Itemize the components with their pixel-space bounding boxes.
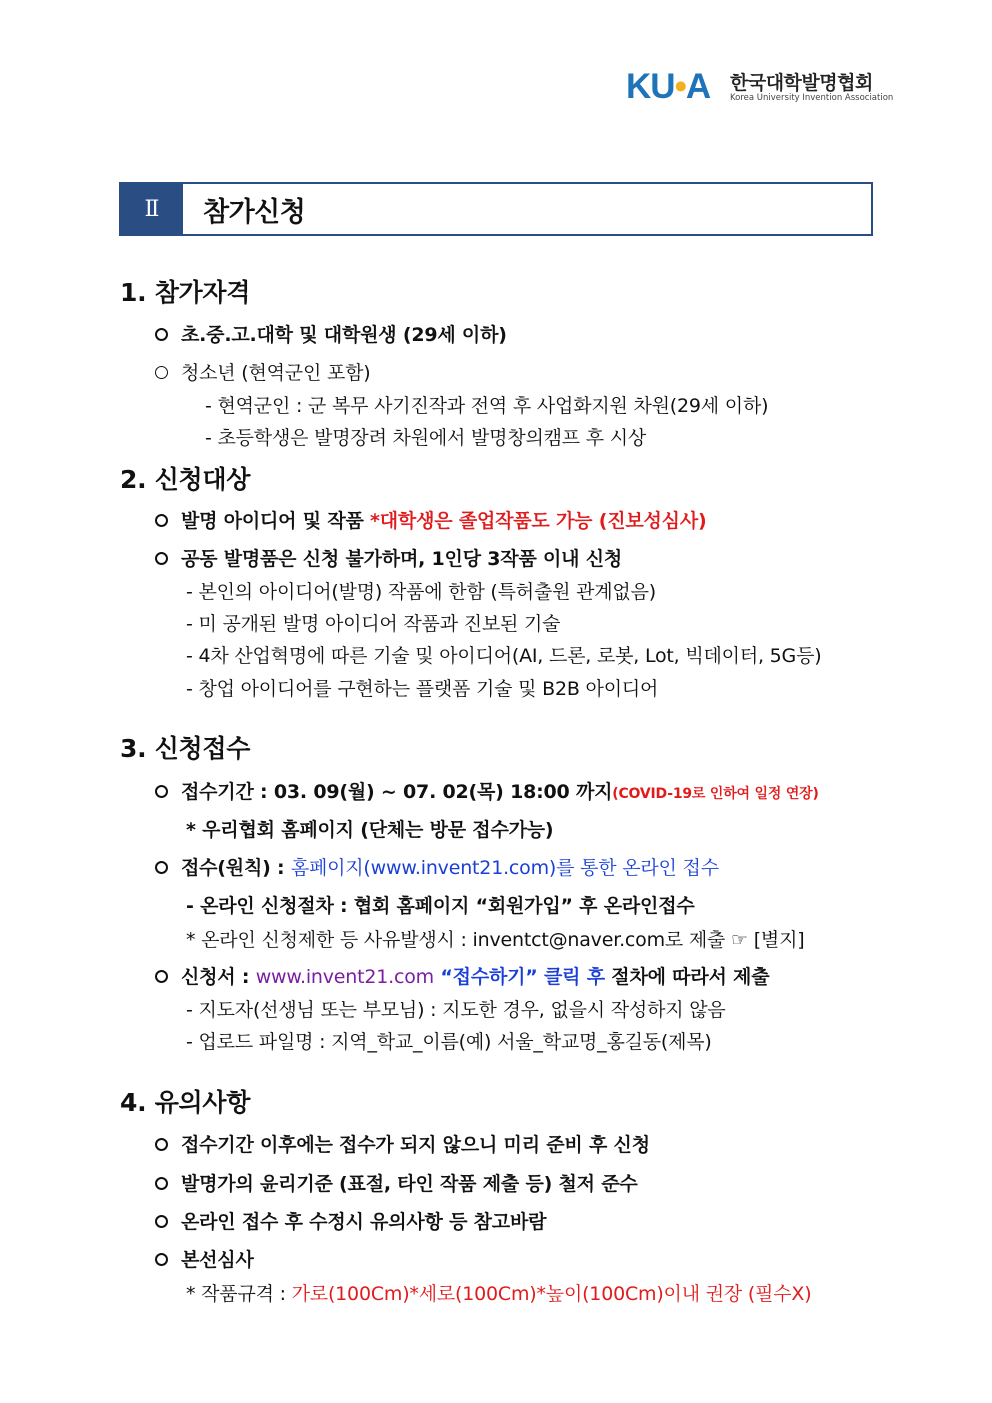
list-item: 본선심사	[155, 1245, 254, 1272]
list-item: 신청서 : www.invent21.com “접수하기” 클릭 후 절차에 따라서 제출	[155, 962, 769, 989]
size-spec: 가로(100Cm)*세로(100Cm)*높이(100Cm)이내 권장 (필수X)	[291, 1283, 812, 1305]
circle-bullet-icon	[155, 1215, 168, 1228]
circle-bullet-icon	[155, 328, 168, 341]
list-item: 발명가의 윤리기준 (표절, 타인 작품 제출 등) 철저 준수	[155, 1169, 638, 1196]
sub-item: - 초등학생은 발명장려 차원에서 발명창의캠프 후 시상	[205, 427, 647, 449]
circle-bullet-icon	[155, 552, 168, 565]
list-item: 접수(원칙) : 홈페이지(www.invent21.com)를 통한 온라인 접수	[155, 853, 719, 880]
section-title: 참가신청	[203, 196, 306, 228]
sub-item: * 작품규격 : 가로(100Cm)*세로(100Cm)*높이(100Cm)이내 권장 (필수X)	[186, 1283, 812, 1305]
circle-bullet-icon	[155, 1138, 168, 1151]
note-red: *대학생은 졸업작품도 가능 (진보성심사)	[370, 510, 707, 532]
list-item: 초.중.고.대학 및 대학원생 (29세 이하)	[155, 320, 507, 347]
list-item: 발명 아이디어 및 작품 *대학생은 졸업작품도 가능 (진보성심사)	[155, 506, 706, 533]
heading-application: 3. 신청접수	[120, 734, 251, 763]
sub-item: - 온라인 신청절차 : 협회 홈페이지 “회원가입” 후 온라인접수	[186, 895, 695, 917]
circle-bullet-icon	[155, 366, 168, 379]
website-link: www.invent21.com	[255, 966, 434, 988]
circle-bullet-icon	[155, 1177, 168, 1190]
logo-english-name: Korea University Invention Association	[730, 93, 894, 103]
logo-korean-name: 한국대학발명협회	[730, 72, 873, 94]
sub-item: - 미 공개된 발명 아이디어 작품과 진보된 기술	[186, 613, 561, 635]
circle-bullet-icon	[155, 514, 168, 527]
heading-eligibility: 1. 참가자격	[120, 278, 251, 307]
sub-item: - 업로드 파일명 : 지역_학교_이름(예) 서울_학교명_홍길동(제목)	[186, 1031, 712, 1053]
kuia-logo	[626, 66, 894, 108]
circle-bullet-icon	[155, 861, 168, 874]
lightbulb-icon: •	[674, 67, 686, 106]
circle-bullet-icon	[155, 785, 168, 798]
sub-item: - 지도자(선생님 또는 부모님) : 지도한 경우, 없을시 작성하지 않음	[186, 999, 726, 1021]
list-item: 접수기간 : 03. 09(월) ~ 07. 02(목) 18:00 까지(COVID-19로 인하여 일정 연장)	[155, 777, 819, 804]
heading-target: 2. 신청대상	[120, 465, 251, 494]
note-item: * 우리협회 홈페이지 (단체는 방문 접수가능)	[186, 819, 554, 841]
list-item: 온라인 접수 후 수정시 유의사항 등 참고바람	[155, 1207, 546, 1234]
sub-item: - 창업 아이디어를 구현하는 플랫폼 기술 및 B2B 아이디어	[186, 678, 659, 700]
logo-mark: KU•A	[626, 67, 711, 106]
note-red: (COVID-19로 인하여 일정 연장)	[612, 786, 819, 802]
sub-item: - 현역군인 : 군 복무 사기진작과 전역 후 사업화지원 차원(29세 이하)	[205, 395, 769, 417]
sub-item: - 본인의 아이디어(발명) 작품에 한함 (특허출원 관계없음)	[186, 581, 656, 603]
circle-bullet-icon	[155, 1253, 168, 1266]
list-item: 청소년 (현역군인 포함)	[155, 358, 371, 385]
apply-instruction: “접수하기” 클릭 후	[433, 966, 605, 988]
section-header	[119, 182, 873, 236]
list-item: 공동 발명품은 신청 불가하며, 1인당 3작품 이내 신청	[155, 544, 622, 571]
list-item: 접수기간 이후에는 접수가 되지 않으니 미리 준비 후 신청	[155, 1130, 650, 1157]
sub-item: - 4차 산업혁명에 따른 기술 및 아이디어(AI, 드론, 로봇, Lot, 빅데이터, 5G등)	[186, 645, 822, 667]
section-number: Ⅱ	[121, 184, 183, 234]
circle-bullet-icon	[155, 970, 168, 983]
heading-notes: 4. 유의사항	[120, 1088, 251, 1117]
homepage-link: 홈페이지(www.invent21.com)를 통한 온라인 접수	[290, 857, 719, 879]
sub-item: * 온라인 신청제한 등 사유발생시 : inventct@naver.com로 제출 ☞ [별지]	[186, 929, 805, 951]
